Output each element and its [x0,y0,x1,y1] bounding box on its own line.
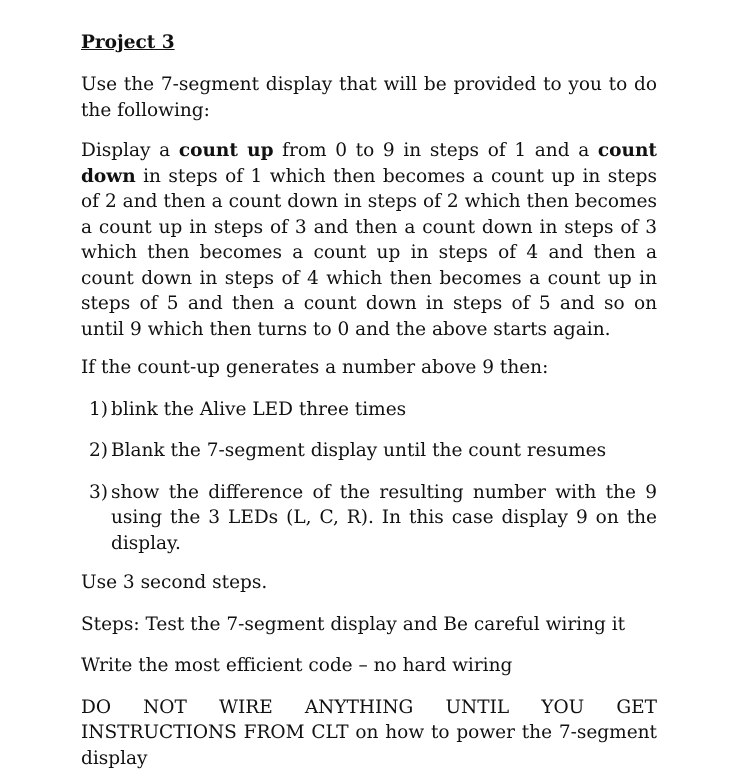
list-item-text: show the difference of the resulting number with the 9 using the 3 LEDs (L, C, R). In this case display 9 on the display. [111,481,657,554]
condition-paragraph: If the count-up generates a number above 9 then: [81,357,549,378]
intro-paragraph: Use the 7-segment display that will be provided to you to do the following: [81,74,657,121]
list-item [89,480,657,557]
main-mid: from 0 to 9 in steps of 1 and a [273,140,598,161]
document-page [81,30,657,771]
list-item-text: blink the Alive LED three times [111,398,407,420]
main-rest: in steps of 1 which then becomes a count up in steps of 2 and then a count down in steps of 2 which then becomes a count up in steps of 3 and then a count down in steps of 3 which then becomes a count up in steps of 4 and then a count down in steps of 4 which then becomes a count up in steps of 5 and then a count down in steps of 5 and so on until 9 which then turns to 0 and the above starts again. [81,165,657,340]
main-instructions-paragraph [81,138,657,342]
list-item-number: 1) [89,398,108,420]
list-item-text: Blank the 7-segment display until the count resumes [111,440,607,461]
list-item-number: 3) [89,481,108,503]
main-prefix: Display a [81,140,179,161]
document-title: Project 3 [81,32,175,53]
steps-test-note: Steps: Test the 7-segment display and Be careful wiring it [81,613,626,635]
list-item [89,438,657,464]
efficient-code-note: Write the most efficient code – no hard wiring [81,655,513,676]
count-up-emphasis: count up [178,140,274,161]
list-item-number: 2) [89,440,108,461]
steps-note: Use 3 second steps. [81,572,268,593]
count-down-emphasis: count down [81,140,657,187]
wiring-warning: DO NOT WIRE ANYTHING UNTIL YOU GET INSTRUCTIONS FROM CLT on how to power the 7-segment display [81,696,657,769]
list-item [89,397,657,423]
